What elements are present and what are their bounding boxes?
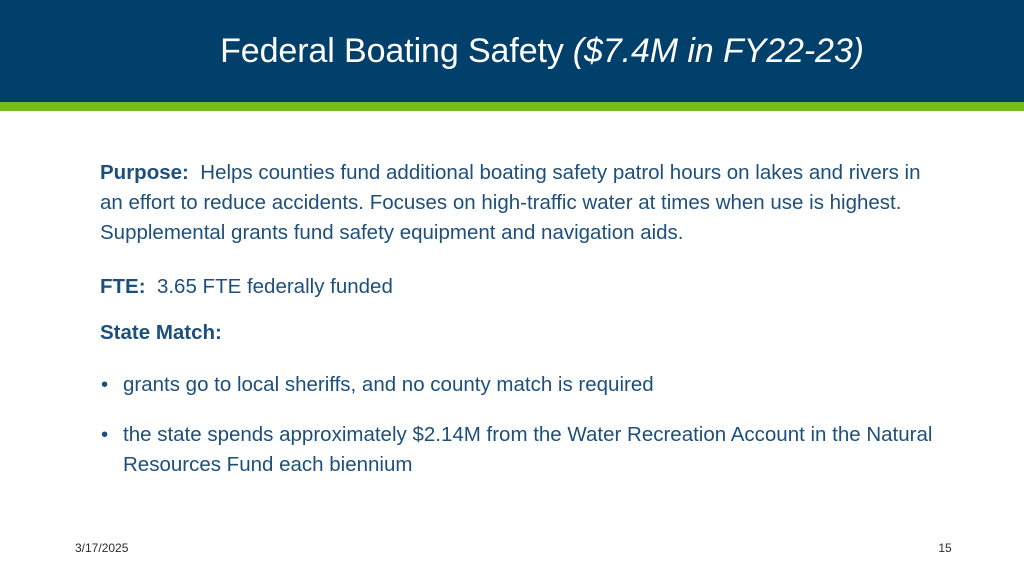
bullet-icon: • <box>101 373 109 396</box>
list-item <box>100 420 983 480</box>
purpose-paragraph <box>100 158 940 248</box>
bullet-icon: • <box>101 423 109 446</box>
fte-line <box>100 272 960 302</box>
fte-label: FTE: <box>100 275 146 298</box>
spacer-after-fte <box>100 302 960 318</box>
list-item <box>100 370 983 400</box>
list-item-text: the state spends approximately $2.14M from the Water Recreation Account in the Natural Resources Fund each biennium <box>123 423 933 476</box>
slide-title <box>0 0 1024 102</box>
state-match-line <box>100 318 960 348</box>
accent-bar <box>0 102 1024 111</box>
slide-title-main: Federal Boating Safety <box>220 31 564 70</box>
spacer-after-state-match <box>100 348 960 370</box>
spacer-after-purpose <box>100 248 960 272</box>
spacer-between-bullets <box>100 400 960 420</box>
footer-page-number: 15 <box>938 541 952 555</box>
footer-date: 3/17/2025 <box>75 541 129 555</box>
body-content <box>100 158 960 480</box>
fte-text: 3.65 FTE federally funded <box>156 275 393 298</box>
purpose-text: Helps counties fund additional boating safety patrol hours on lakes and rivers in an effort to reduce accidents. Focuses on high-traffic water at times when use is highest. Supplemental grants fund safety equipment and navigation aids. <box>100 161 921 244</box>
state-match-label: State Match: <box>100 321 222 344</box>
purpose-label: Purpose: <box>100 161 189 184</box>
list-item-text: grants go to local sheriffs, and no county match is required <box>123 373 654 396</box>
slide-title-amount: ($7.4M in FY22-23) <box>572 31 864 70</box>
